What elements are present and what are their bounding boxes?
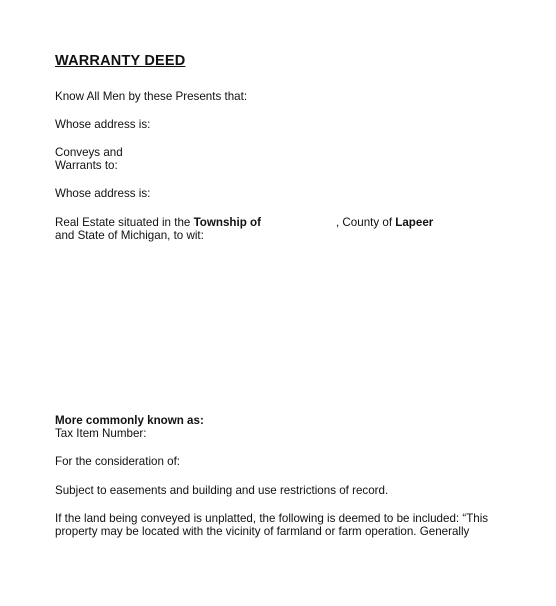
- commonly-known-heading: More commonly known as:: [55, 414, 204, 427]
- real-estate-line: [55, 216, 433, 230]
- consideration-label: For the consideration of:: [55, 455, 181, 468]
- conveys-label-line2: Warrants to:: [55, 159, 118, 172]
- document-title: WARRANTY DEED: [55, 53, 186, 69]
- grantee-address-label: Whose address is:: [55, 187, 151, 200]
- subject-to-line: Subject to easements and building and use restrictions of record.: [55, 484, 389, 497]
- township-label: Township of: [193, 216, 261, 229]
- state-line: and State of Michigan, to wit:: [55, 229, 204, 242]
- tax-item-label: Tax Item Number:: [55, 427, 147, 440]
- know-all-men-line: Know All Men by these Presents that:: [55, 90, 248, 103]
- unplatted-line-1: If the land being conveyed is unplatted, the following is deemed to be included: “This: [55, 512, 489, 525]
- county-name: Lapeer: [395, 216, 434, 229]
- grantor-address-label: Whose address is:: [55, 118, 151, 131]
- county-prefix: , County of: [335, 216, 396, 229]
- real-estate-prefix: Real Estate situated in the: [55, 216, 194, 229]
- conveys-label-line1: Conveys and: [55, 146, 123, 159]
- unplatted-line-2: property may be located with the vicinity of farmland or farm operation. Generally: [55, 525, 470, 538]
